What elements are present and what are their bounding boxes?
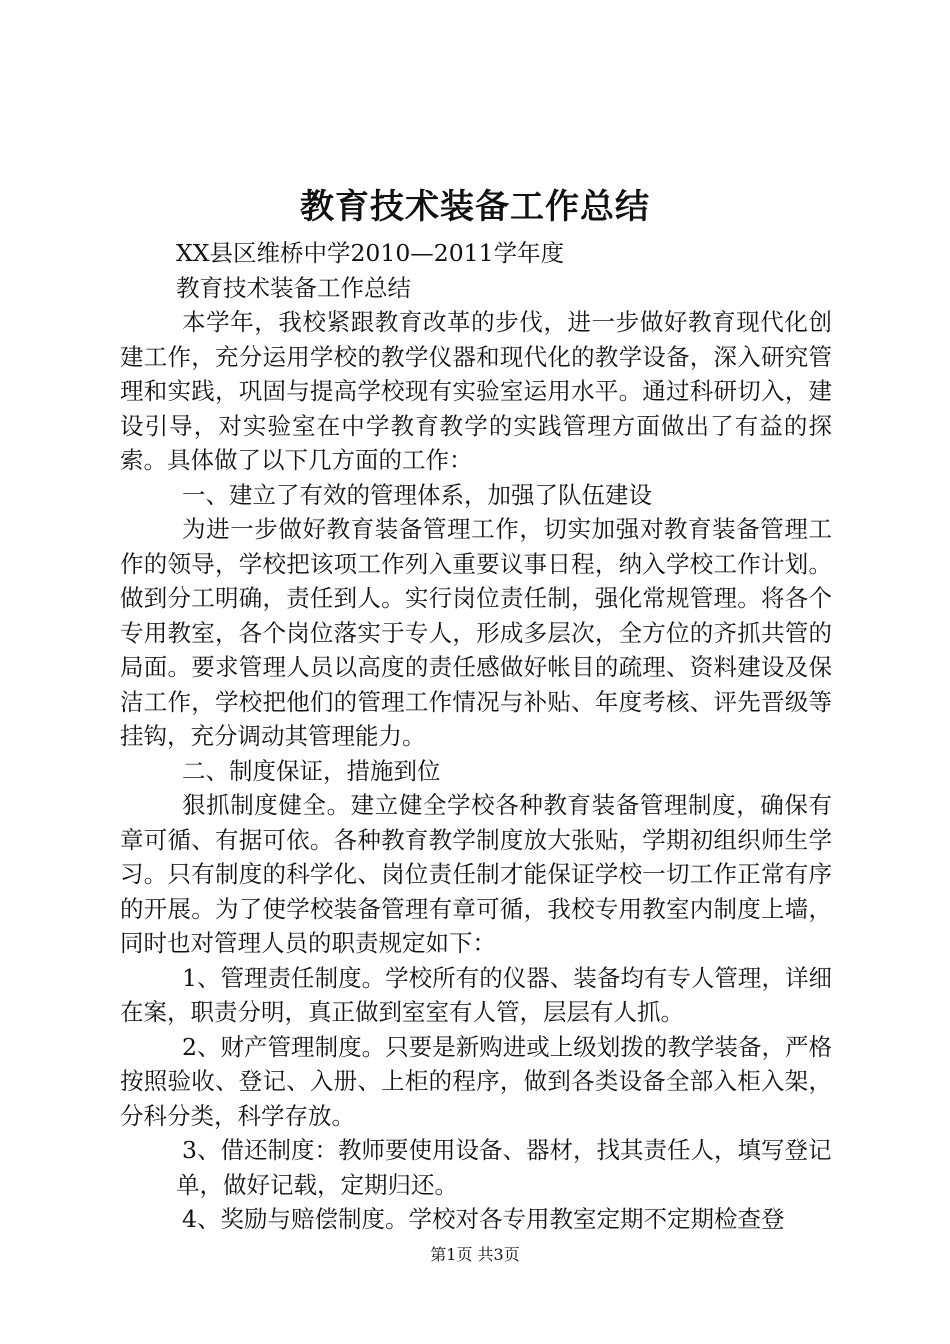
paragraph-subtitle: 教育技术装备工作总结: [176, 273, 411, 302]
document-title: 教育技术装备工作总结: [300, 187, 650, 227]
list-item-2: 2、财产管理制度。只要是新购进或上级划拨的教学装备，严格按照验收、登记、入册、上柜的程序，做到各类设备全部入柜入架，分科分类，科学存放。: [120, 1032, 832, 1130]
section-heading-1: 一、建立了有效的管理体系，加强了队伍建设: [182, 480, 652, 509]
section-heading-2: 二、制度保证，措施到位: [182, 756, 441, 785]
list-item-4: 4、奖励与赔偿制度。学校对各专用教室定期不定期检查登: [182, 1205, 785, 1233]
paragraph-section-2: 狠抓制度健全。建立健全学校各种教育装备管理制度，确保有章可循、有据可依。各种教育教学制度放大张贴，学期初组织师生学习。只有制度的科学化、岗位责任制才能保证学校一切工作正常有序的开展。为了使学校装备管理有章可循，我校专用教室内制度上墙，同时也对管理人员的职责规定如下：: [120, 791, 832, 957]
list-item-3: 3、借还制度：教师要使用设备、器材，找其责任人，填写登记: [182, 1136, 832, 1164]
paragraph-section-1: 为进一步做好教育装备管理工作，切实加强对教育装备管理工作的领导，学校把该项工作列入重要议事日程，纳入学校工作计划。做到分工明确，责任到人。实行岗位责任制，强化常规管理。将各个专用教室，各个岗位落实于专人，形成多层次，全方位的齐抓共管的局面。要求管理人员以高度的责任感做好帐目的疏理、资料建设及保洁工作，学校把他们的管理工作情况与补贴、年度考核、评先晋级等挂钩，充分调动其管理能力。: [120, 515, 832, 750]
list-item-1: 1、管理责任制度。学校所有的仪器、装备均有专人管理，详细在案，职责分明，真正做到室室有人管，层层有人抓。: [120, 963, 832, 1026]
page-number-footer: 第1页 共3页: [430, 1245, 520, 1264]
paragraph-school-year: XX县区维桥中学2010—2011学年度: [176, 239, 565, 267]
paragraph-intro: 本学年，我校紧跟教育改革的步伐，进一步做好教育现代化创建工作，充分运用学校的教学仪器和现代化的教学设备，深入研究管理和实践，巩固与提高学校现有实验室运用水平。通过科研切入，建设引导，对实验室在中学教育教学的实践管理方面做出了有益的探索。具体做了以下几方面的工作：: [120, 308, 832, 474]
list-item-3-continued: 单，做好记载，定期归还。: [176, 1170, 458, 1199]
document-body: [120, 236, 832, 1237]
